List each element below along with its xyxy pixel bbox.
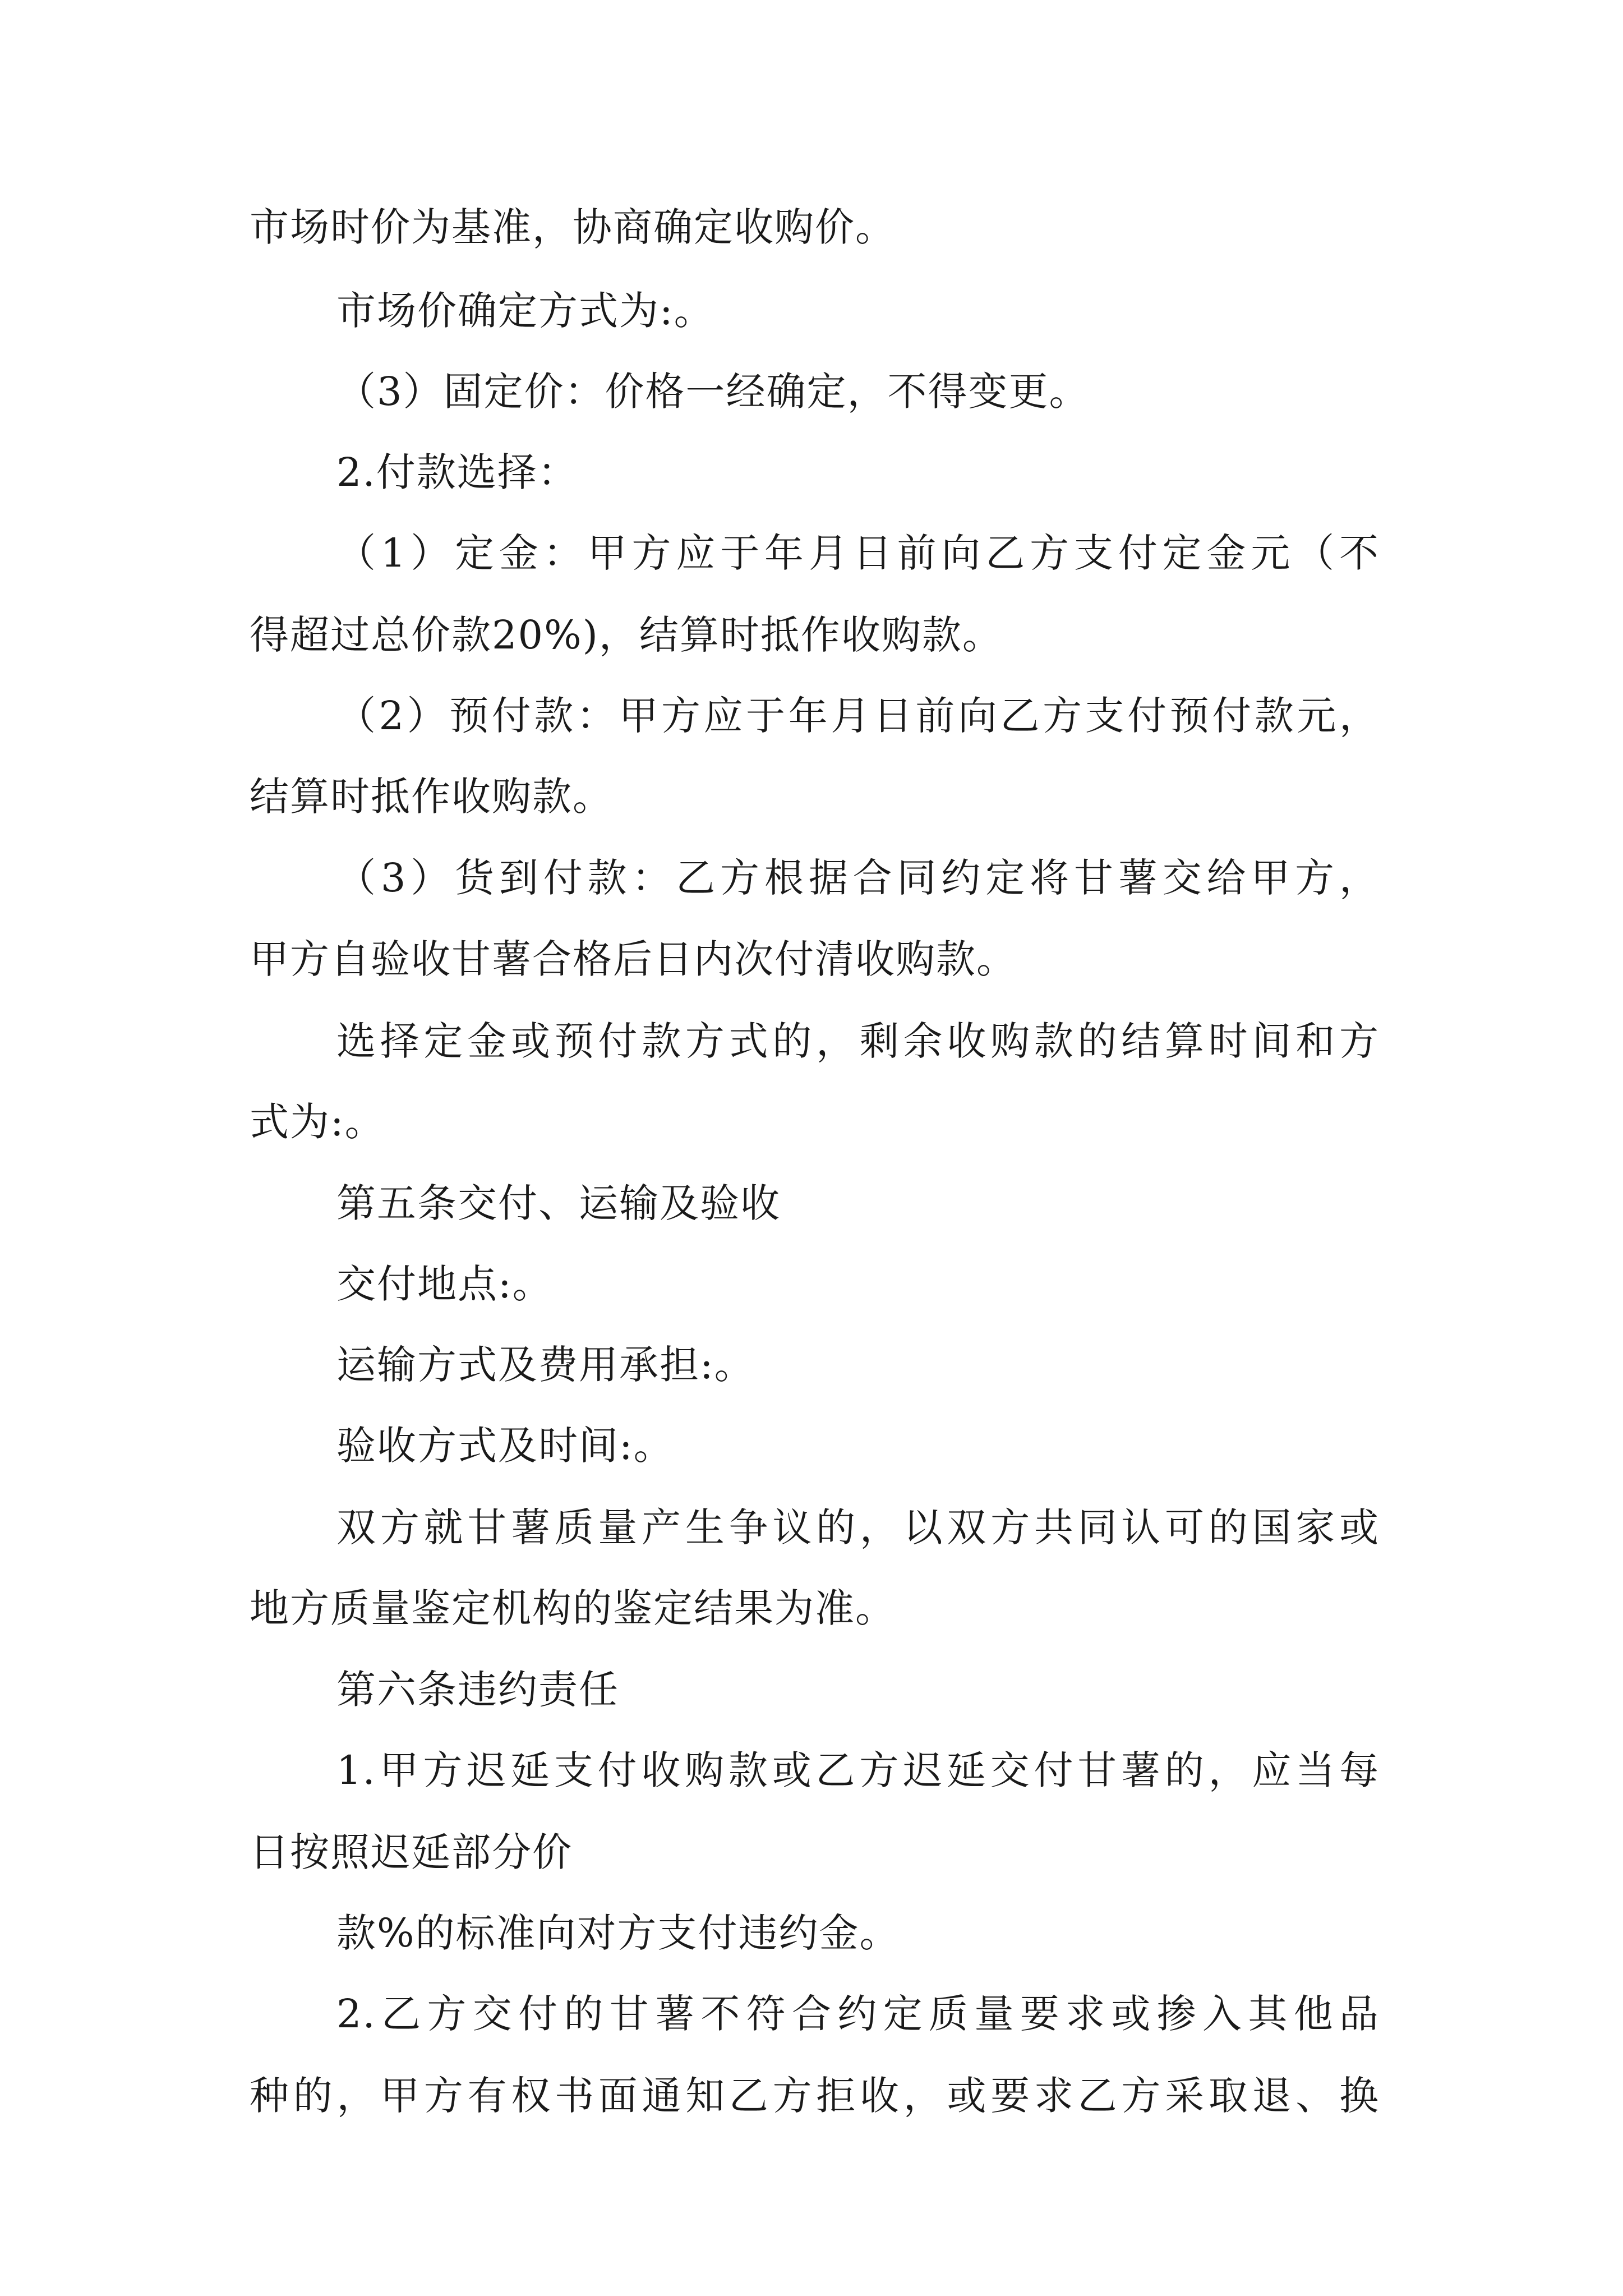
text-line: 交付地点:。 (336, 1261, 553, 1307)
text-line: （1）定金：甲方应于年月日前向乙方支付定金元（不 (336, 530, 1380, 576)
text-line: 结算时抵作收购款。 (250, 774, 613, 820)
text-line: 市场时价为基准，协商确定收购价。 (250, 204, 896, 250)
text-line: 式为:。 (250, 1099, 385, 1145)
text-line: 市场价确定方式为:。 (336, 288, 714, 334)
text-line: 选择定金或预付款方式的，剩余收购款的结算时间和方 (336, 1018, 1380, 1064)
text-line: 1.甲方迟延支付收购款或乙方迟延交付甘薯的，应当每 (336, 1747, 1380, 1793)
text-line: （3）货到付款：乙方根据合同约定将甘薯交给甲方， (336, 855, 1380, 901)
text-line: 日按照迟延部分价 (250, 1829, 573, 1875)
text-line: 验收方式及时间:。 (336, 1423, 674, 1469)
section-heading: 第五条交付、运输及验收 (336, 1180, 781, 1226)
text-line: 种的，甲方有权书面通知乙方拒收，或要求乙方采取退、换 (250, 2073, 1380, 2119)
text-line: 2.付款选择： (336, 449, 578, 495)
text-line: 2.乙方交付的甘薯不符合约定质量要求或掺入其他品 (336, 1991, 1380, 2037)
text-line: 得超过总价款20%)，结算时抵作收购款。 (250, 612, 1003, 658)
text-line: 甲方自验收甘薯合格后日内次付清收购款。 (250, 936, 1017, 982)
text-line: 运输方式及费用承担:。 (336, 1342, 755, 1388)
text-line: （2）预付款：甲方应于年月日前向乙方支付预付款元， (336, 693, 1380, 739)
text-line: （3）固定价：价格一经确定，不得变更。 (336, 369, 1090, 415)
text-line: 款%的标准向对方支付违约金。 (336, 1910, 900, 1956)
text-line: 地方质量鉴定机构的鉴定结果为准。 (250, 1585, 896, 1631)
section-heading: 第六条违约责任 (336, 1667, 619, 1713)
text-line: 双方就甘薯质量产生争议的，以双方共同认可的国家或 (336, 1504, 1380, 1550)
